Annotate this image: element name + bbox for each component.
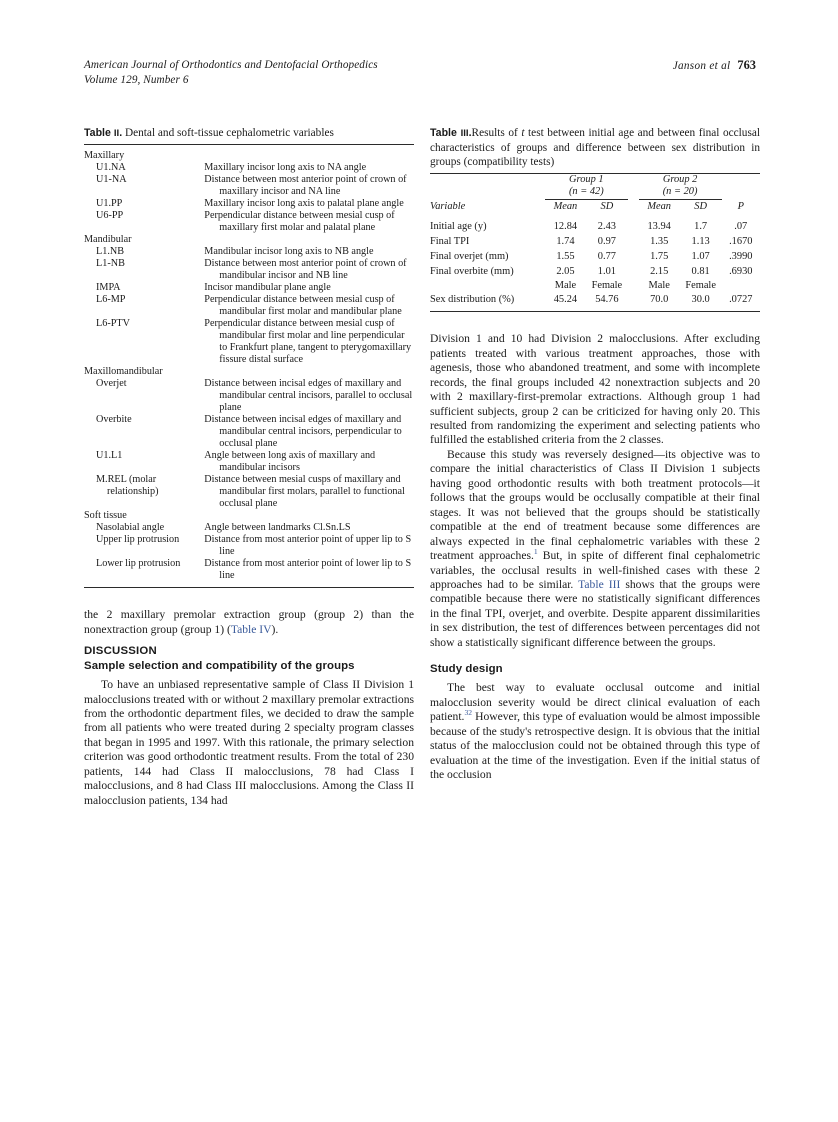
table-4-crossref-link[interactable]: Table IV (230, 622, 272, 636)
variable-name: U1.NA (96, 162, 126, 174)
table-3-crossref-link[interactable]: Table III (578, 577, 621, 591)
journal-title-line1: American Journal of Orthodontics and Dentofacial Orthopedics (84, 59, 378, 71)
table-3-caption-post: test between initial age and between final occlusal characteristics of groups and difference between sex distribution in groups (compatibility tests) (430, 127, 760, 169)
table-row (430, 216, 760, 233)
table-row (430, 293, 760, 306)
variable-name: L6-MP (96, 294, 126, 306)
table-row (84, 174, 414, 198)
reference-marker-1[interactable]: 1 (533, 547, 538, 557)
heading-discussion: DISCUSSION (84, 645, 157, 658)
cell-g1-sd: 2.43 (597, 220, 616, 232)
variable-name-cell (84, 522, 204, 534)
variable-description: Distance from most anterior point of lower lip to S line (204, 558, 412, 582)
cell-g2-male-header: Male (648, 280, 670, 292)
journal-title (84, 58, 378, 87)
column-spacer (628, 278, 639, 293)
table-3-caption-pre: Results of (471, 127, 522, 139)
table-row-group (84, 150, 414, 162)
table-2 (84, 126, 414, 588)
variable-description-cell (204, 318, 414, 366)
cell-g1-sd: 0.97 (597, 235, 616, 247)
cell-g2-female-header: Female (685, 280, 716, 292)
variable-description-cell (204, 210, 414, 234)
column-spacer (628, 200, 639, 216)
variable-name-cell (84, 282, 204, 294)
table-row (84, 474, 414, 510)
variable-description: Angle between long axis of maxillary and mandibular incisors (204, 450, 376, 474)
table-row (84, 258, 414, 282)
column-header-variable: Variable (430, 201, 466, 213)
variable-name-cell (84, 234, 204, 246)
table-row (84, 282, 414, 294)
table-row (84, 558, 414, 582)
variable-description: Distance between incisal edges of maxillary and mandibular central incisors, parallel to occlusal plane (204, 378, 413, 414)
variable-name-cell (84, 378, 204, 414)
variable-description: Perpendicular distance between mesial cusp of mandibular first molar and mandibular plane (204, 294, 402, 318)
variable-name: U1.L1 (96, 450, 123, 462)
cell-p: .07 (734, 220, 748, 232)
variable-name-cell (84, 366, 204, 378)
variable-name: U6-PP (96, 210, 124, 222)
column-header-g1-mean: Mean (553, 201, 578, 213)
variable-name: Maxillary (84, 150, 125, 162)
variable-description: Angle between landmarks Cl.Sn.LS (204, 522, 351, 534)
cell-variable: Sex distribution (%) (430, 293, 515, 305)
variable-description: Distance between incisal edges of maxillary and mandibular central incisors, perpendicular to occlusal plane (204, 414, 402, 450)
right-column (430, 126, 760, 782)
spacer (84, 588, 414, 608)
column-spacer (628, 216, 639, 233)
table-3-caption-italic: t (521, 127, 525, 139)
left-column (84, 126, 414, 808)
cell-p: .0727 (729, 293, 753, 305)
variable-description-cell (204, 378, 414, 414)
table-row (84, 414, 414, 450)
variable-name-cell (84, 198, 204, 210)
variable-name: Soft tissue (84, 510, 127, 522)
cell-g1-male: 45.24 (553, 293, 578, 305)
column-header-p: P (737, 201, 744, 213)
table-row (430, 248, 760, 263)
cell-g2-sd: 1.7 (694, 220, 708, 232)
variable-name-cell (84, 210, 204, 234)
column-spacer (628, 174, 639, 200)
cell-g2-sd: 1.07 (691, 250, 710, 262)
variable-name: Maxillomandibular (84, 366, 163, 378)
variable-description: Maxillary incisor long axis to NA angle (204, 162, 367, 174)
variable-description: Maxillary incisor long axis to palatal plane angle (204, 198, 404, 210)
variable-description: Perpendicular distance between mesial cusp of mandibular first molar and line perpendicular to Frankfurt plane, tangent to pterygomaxillary fissure distal surface (204, 318, 412, 366)
paragraph-study-design: The best way to evaluate occlusal outcome and initial malocclusion severity would be direct clinical evaluation of each patient.$^{32}$ However, this type of evaluation would be almost impossible because of the study's retrospective design. It is obvious that the initial status of the malocclusion could not be obtained through this type of evaluation at the time of the investigation. Even if the initial status of the occlusion (430, 681, 760, 781)
table-row-sex-subheader (430, 278, 760, 293)
group-1-header: Group 1 (n = 42) (545, 174, 628, 200)
variable-description: Perpendicular distance between mesial cusp of maxillary first molar and palatal plane (204, 210, 395, 234)
table-3-column-header-row (430, 200, 760, 216)
variable-description-cell (204, 162, 414, 174)
column-spacer (628, 293, 639, 306)
table-3-group-header-row (430, 174, 760, 200)
group-2-header: Group 2 (n = 20) (639, 174, 722, 200)
variable-name: U1.PP (96, 198, 123, 210)
cell-g2-mean: 1.75 (650, 250, 669, 262)
cell-g1-mean: 1.74 (556, 235, 575, 247)
table-row (430, 263, 760, 278)
variable-description: Incisor mandibular plane angle (204, 282, 331, 294)
variable-name-cell (84, 258, 204, 282)
variable-description-cell (204, 510, 414, 522)
variable-name-cell (84, 534, 204, 558)
table-row (84, 522, 414, 534)
variable-description-cell (204, 282, 414, 294)
cell-g2-female: 30.0 (691, 293, 710, 305)
variable-description-cell (204, 366, 414, 378)
variable-description-cell (204, 234, 414, 246)
variable-name-cell (84, 150, 204, 162)
variable-name: U1-NA (96, 174, 127, 186)
column-spacer (628, 263, 639, 278)
table-2-label: Table II. (84, 127, 123, 139)
variable-name-cell (84, 162, 204, 174)
paragraph-extraction-group: the 2 maxillary premolar extraction group (group 2) than the nonextraction group (group 1) (Table IV). (84, 608, 414, 636)
cell-g1-female: 54.76 (595, 293, 619, 305)
variable-name: M.REL (molar relationship) (96, 474, 159, 498)
table-2-caption-text: Dental and soft-tissue cephalometric variables (124, 127, 334, 139)
table-row (84, 294, 414, 318)
cell-p: .1670 (729, 235, 753, 247)
table-row (84, 246, 414, 258)
page-number: 763 (737, 58, 756, 72)
variable-description: Mandibular incisor long axis to NB angle (204, 246, 374, 258)
cell-variable: Final overjet (mm) (430, 250, 509, 262)
cell-g1-sd: 1.01 (597, 265, 616, 277)
spacer (430, 312, 760, 332)
variable-name-cell (84, 474, 204, 510)
variable-name: Nasolabial angle (96, 522, 165, 534)
table-3-head (430, 174, 760, 216)
variable-description: Distance between most anterior point of crown of maxillary incisor and NA line (204, 174, 407, 198)
table-row (84, 210, 414, 234)
variable-name-cell (84, 450, 204, 474)
variable-description-cell (204, 522, 414, 534)
variable-name: Upper lip protrusion (96, 534, 180, 546)
author-citation: Janson et al (672, 60, 731, 72)
table-row-group (84, 234, 414, 246)
variable-name-cell (84, 558, 204, 582)
table-2-grid (84, 145, 414, 587)
variable-description-cell (204, 414, 414, 450)
variable-description-cell (204, 174, 414, 198)
variable-name-cell (84, 414, 204, 450)
cell-g2-mean: 2.15 (650, 265, 669, 277)
paragraph-sample-selection: To have an unbiased representative sample of Class II Division 1 malocclusions treated with or without 2 maxillary premolar extractions from the orthodontic department files, we decided to draw the sample from all patients who were treated during 2 specialty program classes that began in 1995 and 1997. With this rationale, the primary selection criterion was good orthodontic treatment results. From the total of 230 patients, 144 had Class II malocclusions, 78 had Class I malocclusions, and 8 had Class III malocclusions. Among the Class II malocclusion patients, 134 had (84, 678, 414, 807)
variable-name: L1.NB (96, 246, 125, 258)
table-row (84, 450, 414, 474)
variable-description-cell (204, 474, 414, 510)
variable-name: Lower lip protrusion (96, 558, 181, 570)
variable-description-cell (204, 294, 414, 318)
cell-g1-mean: 1.55 (556, 250, 575, 262)
cell-g2-sd: 0.81 (691, 265, 710, 277)
variable-description-cell (204, 258, 414, 282)
heading-study-design: Study design (430, 663, 503, 676)
column-header-g1-sd: SD (600, 201, 614, 213)
variable-name: Mandibular (84, 234, 132, 246)
variable-description-cell (204, 534, 414, 558)
paragraph-reversely-designed: Because this study was reversely designed—its objective was to compare the initial characteristics of Class II Division 1 subjects having good orthodontic results with both treatment protocols—it follows that the groups would be occlusally compatible at their final stages. It was not believed that the groups should be statistically compatible at the end of treatment because some differences are always expected in the final cephalometric variables with these 2 treatment approaches.$^1$ But, in spite of different final cephalometric variables, the occlusal results in well-finished cases with these 2 approaches had to be similar. Table III shows that the groups were compatible because there were no statistically significant differences in the final TPI, overjet, and overbite. Despite apparent dissimilarities in sex distribution, the test of differences between percentages did not show a statistically significant difference between the groups. (430, 447, 760, 649)
variable-name: L6-PTV (96, 318, 130, 330)
table-2-caption (84, 126, 414, 141)
variable-description-cell (204, 450, 414, 474)
variable-description-cell (204, 150, 414, 162)
variable-description: Distance between mesial cusps of maxillary and mandibular first molars, parallel to functional occlusal plane (204, 474, 405, 510)
cell-variable: Final overbite (mm) (430, 265, 514, 277)
running-head (84, 58, 756, 92)
table-3-body (430, 216, 760, 311)
column-spacer (628, 233, 639, 248)
variable-name: IMPA (96, 282, 121, 294)
cell-g2-male: 70.0 (650, 293, 669, 305)
variable-name-cell (84, 246, 204, 258)
reference-marker-32[interactable]: 32 (464, 708, 473, 718)
table-row (430, 233, 760, 248)
cell-g1-female-header: Female (591, 280, 623, 292)
empty-cell (722, 174, 760, 200)
variable-description: Distance from most anterior point of upper lip to S line (204, 534, 412, 558)
table-row-group (84, 510, 414, 522)
variable-name-cell (84, 510, 204, 522)
column-spacer (628, 248, 639, 263)
column-header-g2-mean: Mean (647, 201, 672, 213)
cell-p: .6930 (729, 265, 753, 277)
variable-name-cell (84, 294, 204, 318)
variable-description: Distance between most anterior point of crown of mandibular incisor and NB line (204, 258, 407, 282)
cell-g1-mean: 2.05 (556, 265, 575, 277)
cell-variable: Final TPI (430, 235, 470, 247)
table-row (84, 198, 414, 210)
cell-g2-mean: 13.94 (647, 220, 671, 232)
variable-name: L1-NB (96, 258, 125, 270)
cell-empty (722, 278, 760, 293)
table-row-group (84, 366, 414, 378)
cell-g1-mean: 12.84 (553, 220, 578, 232)
table-row (84, 534, 414, 558)
variable-name: Overjet (96, 378, 127, 390)
cell-p: .3990 (729, 250, 753, 262)
variable-name: Overbite (96, 414, 132, 426)
cell-empty (430, 278, 545, 293)
cell-g2-sd: 1.13 (691, 235, 710, 247)
table-3-grid (430, 174, 760, 312)
table-row (84, 162, 414, 174)
table-3-caption (430, 126, 760, 170)
table-3-label: Table III. (430, 127, 472, 139)
spacer (430, 650, 760, 662)
variable-name-cell (84, 174, 204, 198)
variable-name-cell (84, 318, 204, 366)
journal-volume-line: Volume 129, Number 6 (84, 73, 189, 86)
cell-g1-sd: 0.77 (597, 250, 616, 262)
empty-cell (430, 174, 545, 200)
cell-g1-male-header: Male (554, 280, 577, 292)
variable-description-cell (204, 558, 414, 582)
variable-description-cell (204, 246, 414, 258)
running-head-right (673, 58, 756, 74)
spacer (84, 637, 414, 644)
cell-g2-mean: 1.35 (650, 235, 669, 247)
cell-variable: Initial age (y) (430, 220, 487, 232)
heading-sample-selection: Sample selection and compatibility of the groups (84, 660, 355, 673)
column-header-g2-sd: SD (694, 201, 707, 213)
paragraph-division-groups: Division 1 and 10 had Division 2 malocclusions. After excluding patients treated with various treatment approaches, those with agenesis, those who abandoned treatment, and some with incomplete records, the final groups included 42 nonextraction subjects and 20 with 2 maxillary-first-premolar extractions. Although group 1 had sufficient subjects, group 2 can be criticized for having only 20. This resulted from randomizing the experiment and selecting patients who fulfilled the established criteria from the 2 classes. (430, 332, 760, 447)
table-row (84, 318, 414, 366)
table-3 (430, 126, 760, 312)
variable-description-cell (204, 198, 414, 210)
table-row (84, 378, 414, 414)
